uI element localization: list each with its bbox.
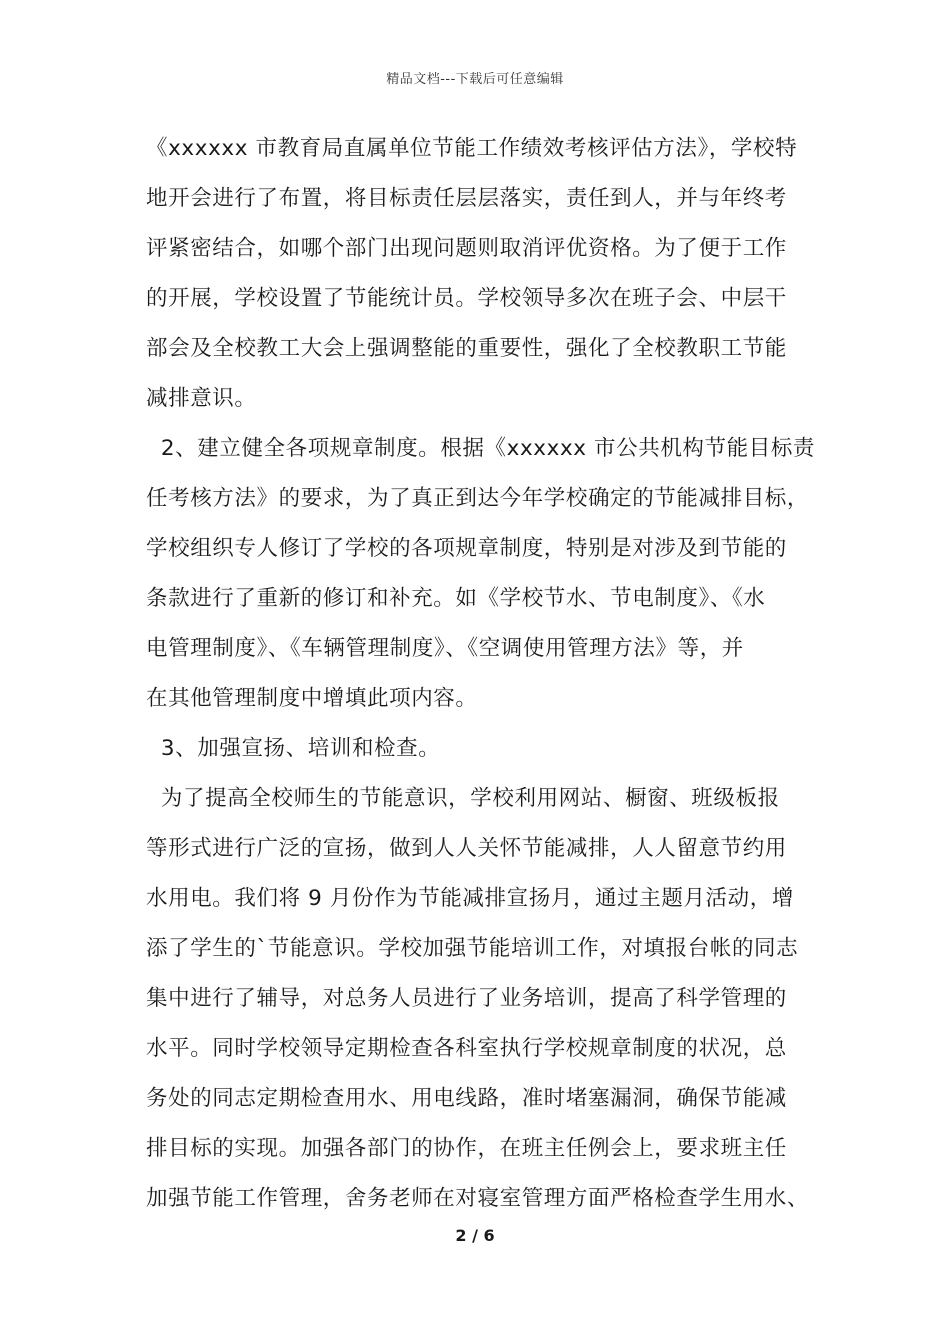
body-line: 加强节能工作管理，舍务老师在对寝室管理方面严格检查学生用水、 bbox=[146, 1186, 810, 1211]
body-line: 等形式进行广泛的宣扬，做到人人关怀节能减排，人人留意节约用 bbox=[146, 836, 787, 861]
body-line: 为了提高全校师生的节能意识，学校利用网站、橱窗、班级板报 bbox=[146, 786, 780, 811]
body-line: 的开展，学校设置了节能统计员。学校领导多次在班子会、中层干 bbox=[146, 286, 787, 311]
body-line: 条款进行了重新的修订和补充。如《学校节水、节电制度》、《水 bbox=[146, 586, 766, 611]
body-line: 在其他管理制度中增填此项内容。 bbox=[146, 686, 478, 711]
body-line: 务处的同志定期检查用水、用电线路，准时堵塞漏洞，确保节能减 bbox=[146, 1086, 787, 1111]
body-line: 3、加强宣扬、培训和检查。 bbox=[146, 736, 441, 761]
body-line: 评紧密结合，如哪个部门出现问题则取消评优资格。为了便于工作 bbox=[146, 236, 787, 261]
body-line: 添了学生的`节能意识。学校加强节能培训工作，对填报台帐的同志 bbox=[146, 936, 799, 961]
document-header: 精品文档---下载后可任意编辑 bbox=[386, 72, 564, 87]
body-line: 任考核方法》的要求，为了真正到达今年学校确定的节能减排目标， bbox=[146, 486, 810, 511]
body-line: 电管理制度》、《车辆管理制度》、《空调使用管理方法》等，并 bbox=[146, 636, 744, 661]
body-line: 水平。同时学校领导定期检查各科室执行学校规章制度的状况，总 bbox=[146, 1036, 787, 1061]
body-line: 地开会进行了布置，将目标责任层层落实，责任到人，并与年终考 bbox=[146, 186, 787, 211]
page-number: 2 / 6 bbox=[455, 1226, 495, 1245]
body-line: 减排意识。 bbox=[146, 386, 257, 411]
body-line: 部会及全校教工大会上强调整能的重要性，强化了全校教职工节能 bbox=[146, 336, 787, 361]
body-line: 水用电。我们将 9 月份作为节能减排宣扬月，通过主题月活动，增 bbox=[146, 886, 794, 911]
body-line: 学校组织专人修订了学校的各项规章制度，特别是对涉及到节能的 bbox=[146, 536, 787, 561]
body-line: 《xxxxxx 市教育局直属单位节能工作绩效考核评估方法》，学校特 bbox=[146, 136, 798, 161]
document-body bbox=[146, 124, 822, 1224]
body-line: 2、建立健全各项规章制度。根据《xxxxxx 市公共机构节能目标责 bbox=[146, 436, 816, 461]
body-line: 集中进行了辅导，对总务人员进行了业务培训，提高了科学管理的 bbox=[146, 986, 787, 1011]
body-line: 排目标的实现。加强各部门的协作，在班主任例会上，要求班主任 bbox=[146, 1136, 787, 1161]
